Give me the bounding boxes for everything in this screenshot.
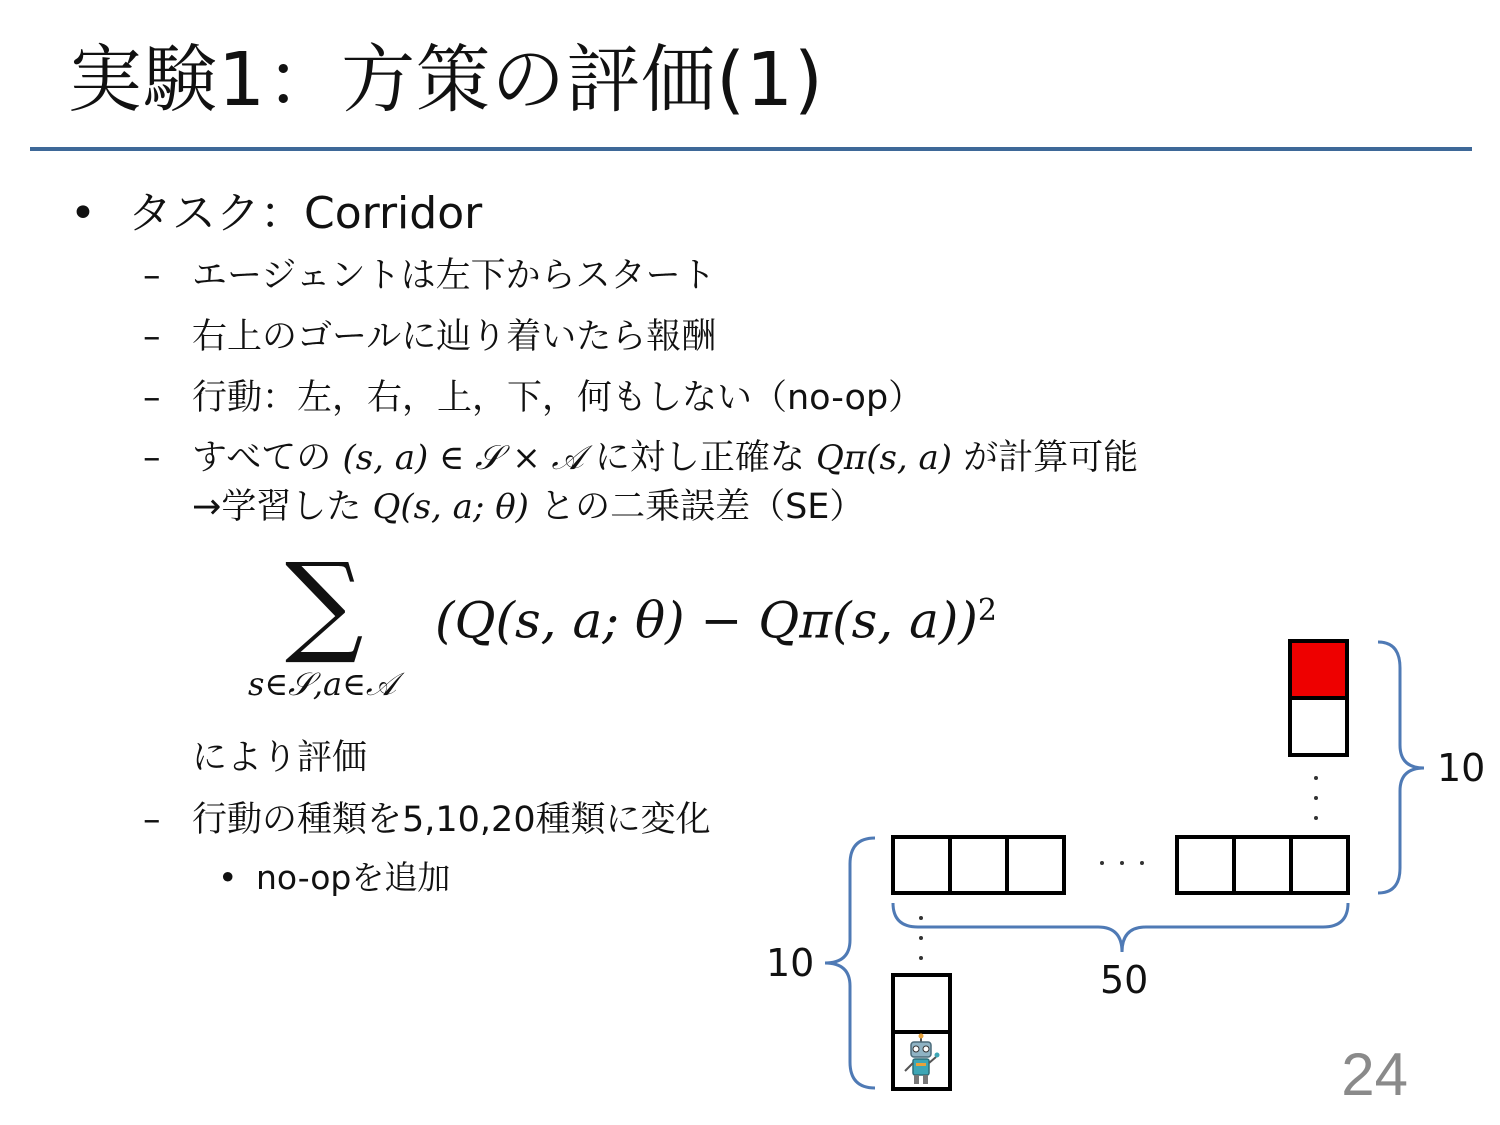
formula-exponent: 2 xyxy=(977,593,998,628)
robot-agent-icon xyxy=(905,1034,940,1085)
grid-cell xyxy=(950,837,1007,893)
grid-cell xyxy=(893,837,950,893)
item4-pre: すべての xyxy=(192,438,332,478)
sub-item-action-count: 行動の種類を5,10,20種類に変化 xyxy=(192,800,711,840)
item4-post: が計算可能 xyxy=(963,438,1139,478)
vertical-ellipsis-left xyxy=(919,916,923,960)
sub-item-goal: 右上のゴールに辿り着いたら報酬 xyxy=(192,317,717,357)
subsub-item-noop: no-opを追加 xyxy=(256,858,451,897)
subsub-marker: • xyxy=(218,858,238,897)
item4-arrow-post: との二乗誤差（SE） xyxy=(540,487,865,527)
width-label: 50 xyxy=(1100,958,1149,1002)
vertical-ellipsis-right xyxy=(1314,776,1318,820)
brace-bottom xyxy=(893,903,1348,952)
sub-marker: – xyxy=(143,800,161,840)
sub-item-start: エージェントは左下からスタート xyxy=(192,256,716,296)
page-number: 24 xyxy=(1341,1041,1408,1108)
math-q-theta: Q(s, a; θ) xyxy=(372,487,529,527)
sum-symbol: ∑ xyxy=(285,539,364,667)
evaluate-text: により評価 xyxy=(192,738,368,778)
brace-right xyxy=(1378,642,1424,893)
math-q-pi: Qπ(s, a) xyxy=(815,438,953,478)
item4-arrow-pre: →学習した xyxy=(192,487,362,527)
grid-cell xyxy=(893,975,950,1032)
sub-marker: – xyxy=(143,438,161,478)
sub-item-actions: 行動：左，右，上，下，何もしない（no-op） xyxy=(192,378,924,418)
grid-cell xyxy=(1234,837,1291,893)
grid-cell xyxy=(1177,837,1234,893)
height-label-left: 10 xyxy=(766,941,815,985)
grid-cell xyxy=(1291,837,1348,893)
slide-title: 実験1：方策の評価(1) xyxy=(68,37,824,123)
height-label-right: 10 xyxy=(1437,746,1486,790)
grid-cell xyxy=(1290,698,1347,755)
task-heading: タスク：Corridor xyxy=(128,188,483,239)
sub-marker: – xyxy=(143,378,161,418)
formula-expression: (Q(s, a; θ) − Qπ(s, a)) xyxy=(435,591,978,650)
math-state-action: (s, a) ∈ 𝒮 × 𝒜 xyxy=(342,438,584,478)
brace-left xyxy=(825,838,875,1088)
horizontal-ellipsis xyxy=(1100,861,1144,865)
sub-marker: – xyxy=(143,317,161,357)
item4-mid: に対し正確な xyxy=(594,438,805,478)
grid-cell xyxy=(1007,837,1064,893)
bullet-marker: • xyxy=(70,188,96,239)
goal-cell xyxy=(1290,641,1347,698)
sum-subscript: s∈𝒮,a∈𝒜 xyxy=(248,665,397,703)
sub-marker: – xyxy=(143,256,161,296)
